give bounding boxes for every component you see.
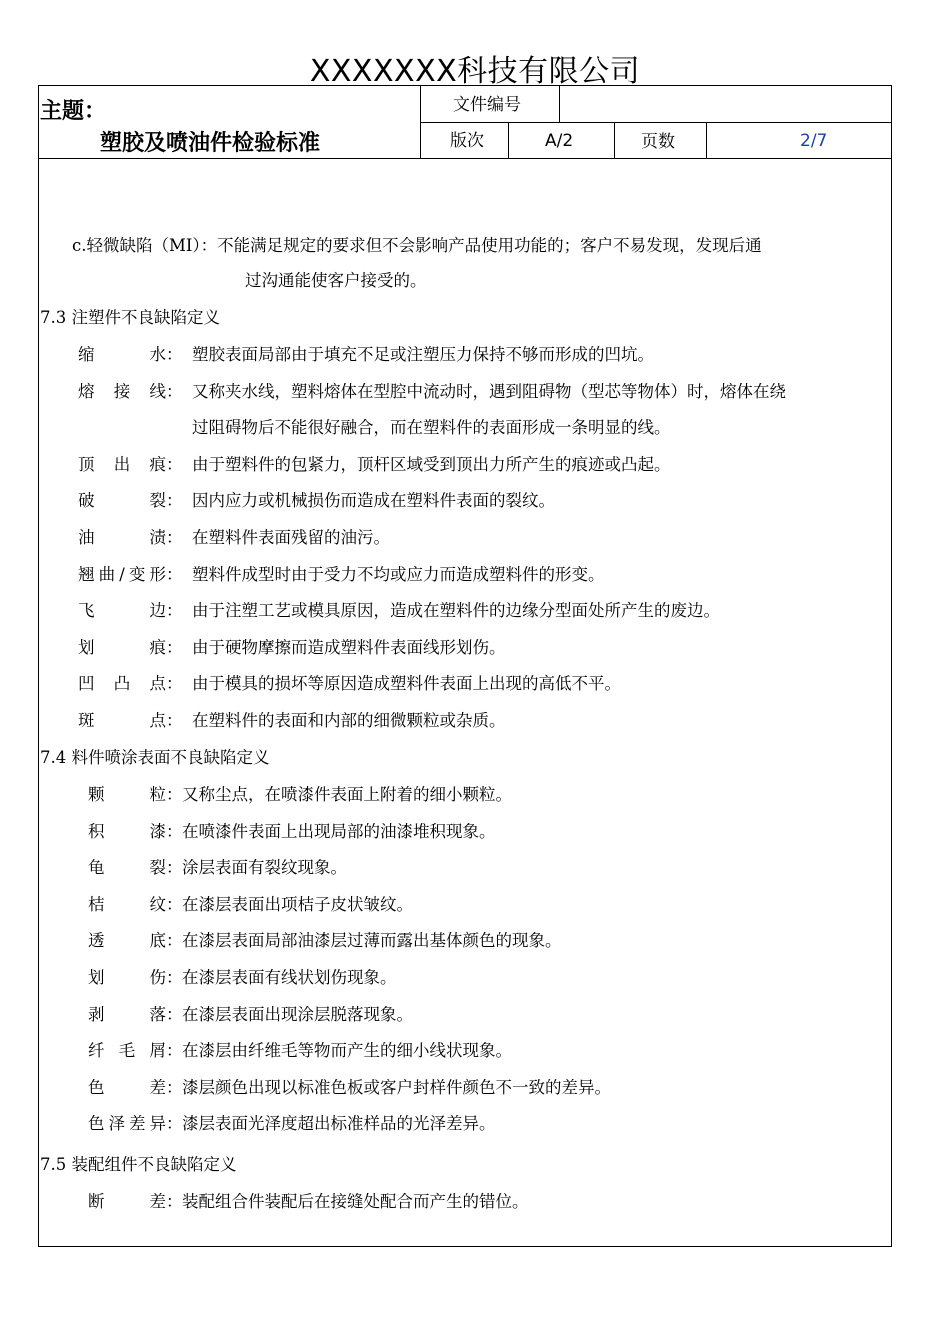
definition-colon: ： — [166, 785, 183, 804]
definition-term: 破裂 — [78, 491, 166, 511]
definition-colon: ： — [166, 821, 183, 841]
definition-term: 色差 — [88, 1077, 166, 1097]
definition-term: 斑点 — [78, 711, 166, 730]
definition-text: 又称夹水线，塑料熔体在型腔中流动时，遇到阻碍物（型芯等物体）时，熔体在绕 — [192, 381, 786, 401]
definition-text: 在漆层表面出现涂层脱落现象。 — [182, 1004, 413, 1024]
version-label: 版次 — [450, 131, 484, 151]
definition-text: 在漆层表面出项桔子皮状皱纹。 — [182, 894, 413, 914]
definition-item — [78, 707, 183, 731]
definition-term: 透底 — [88, 931, 166, 951]
header-divider — [420, 122, 892, 123]
definition-term: 飞边 — [78, 601, 166, 621]
definition-item — [88, 1037, 183, 1061]
definition-colon: ： — [166, 968, 183, 987]
definition-item — [88, 1074, 183, 1098]
definition-term: 凹凸点 — [78, 674, 166, 694]
definition-text: 在漆层表面局部油漆层过薄而露出基体颜色的现象。 — [182, 931, 562, 951]
definition-text: 在塑料件表面残留的油污。 — [192, 528, 390, 547]
definition-item — [88, 927, 183, 951]
definition-term: 色泽差异 — [88, 1114, 166, 1134]
header-col-divider — [614, 122, 615, 159]
definition-text: 在漆层表面有线状划伤现象。 — [182, 968, 397, 987]
definition-colon: ： — [166, 1004, 183, 1024]
definition-item — [88, 891, 183, 915]
mi-item-continuation: 过沟通能使客户接受的。 — [245, 271, 427, 290]
definition-text: 又称尘点，在喷漆件表面上附着的细小颗粒。 — [182, 785, 512, 804]
definition-term: 顶出痕 — [78, 454, 166, 474]
definition-term: 熔接线 — [78, 381, 166, 401]
definition-text: 漆层表面光泽度超出标准样品的光泽差异。 — [182, 1114, 496, 1134]
definition-term: 油渍 — [78, 528, 166, 547]
definition-text: 漆层颜色出现以标准色板或客户封样件颜色不一致的差异。 — [182, 1077, 611, 1097]
definition-colon: ： — [166, 674, 183, 694]
definition-item — [88, 781, 183, 805]
definition-term: 颗粒 — [88, 785, 166, 804]
definition-item — [78, 487, 183, 511]
definition-colon: ： — [166, 528, 183, 547]
definition-item — [78, 341, 183, 365]
definition-term: 纤毛屑 — [88, 1041, 166, 1061]
definition-text: 涂层表面有裂纹现象。 — [182, 858, 347, 878]
definition-item — [78, 561, 183, 585]
definition-colon: ： — [166, 381, 183, 401]
definition-colon: ： — [166, 894, 183, 914]
definition-text: 塑料件成型时由于受力不均或应力而造成塑料件的形变。 — [192, 564, 605, 584]
definition-text: 由于塑料件的包紧力，顶杆区域受到顶出力所产生的痕迹或凸起。 — [192, 454, 671, 474]
section-heading-7-3: 7.3 注塑件不良缺陷定义 — [40, 308, 220, 327]
definition-term: 翘曲/变形 — [78, 564, 166, 584]
page-count-value: 2/7 — [800, 131, 828, 151]
definition-item — [78, 597, 183, 621]
definition-text: 由于硬物摩擦而造成塑料件表面线形划伤。 — [192, 637, 506, 657]
definition-item — [78, 634, 183, 658]
version-value: A/2 — [545, 131, 574, 151]
definition-item — [88, 854, 183, 878]
definition-text: 塑胶表面局部由于填充不足或注塑压力保持不够而形成的凹坑。 — [192, 345, 654, 364]
company-name: XXXXXXX科技有限公司 — [309, 54, 641, 89]
definition-item — [88, 1001, 183, 1025]
header-bottom-border — [38, 158, 892, 159]
definition-item — [78, 378, 183, 402]
definition-colon: ： — [166, 1041, 183, 1061]
definition-item — [88, 818, 183, 842]
definition-text: 装配组合件装配后在接缝处配合而产生的错位。 — [182, 1192, 529, 1211]
definition-colon: ： — [166, 491, 183, 511]
definition-colon: ： — [166, 1192, 183, 1211]
definition-colon: ： — [166, 454, 183, 474]
definition-colon: ： — [166, 931, 183, 951]
definition-text: 由于注塑工艺或模具原因，造成在塑料件的边缘分型面处所产生的废边。 — [192, 601, 720, 621]
definition-text: 在塑料件的表面和内部的细微颗粒或杂质。 — [192, 711, 506, 730]
definition-item — [88, 1188, 183, 1212]
definition-colon: ： — [166, 858, 183, 878]
definition-term: 桔纹 — [88, 894, 166, 914]
section-heading-7-5: 7.5 装配组件不良缺陷定义 — [40, 1155, 237, 1174]
doc-number-label: 文件编号 — [453, 95, 521, 115]
definition-term: 龟裂 — [88, 858, 166, 878]
subject-title: 塑胶及喷油件检验标准 — [100, 131, 321, 156]
definition-term: 剥落 — [88, 1004, 166, 1024]
mi-item-line — [72, 232, 762, 256]
definition-term: 划痕 — [78, 637, 166, 657]
definition-term: 缩水 — [78, 345, 166, 364]
definition-term: 积漆 — [88, 821, 166, 841]
header-col-divider — [706, 122, 707, 159]
definition-item — [88, 964, 183, 988]
definition-colon: ： — [166, 345, 183, 364]
definition-colon: ： — [166, 1114, 183, 1134]
definition-item — [78, 451, 183, 475]
subject-label: 主题： — [40, 99, 107, 124]
definition-text: 因内应力或机械损伤而造成在塑料件表面的裂纹。 — [192, 491, 555, 511]
definition-term: 断差 — [88, 1192, 166, 1211]
header-col-divider — [559, 85, 560, 123]
header-col-divider — [420, 85, 421, 159]
definition-text: 在喷漆件表面上出现局部的油漆堆积现象。 — [182, 821, 496, 841]
section-heading-7-4: 7.4 料件喷涂表面不良缺陷定义 — [40, 748, 270, 767]
mi-item-label: c.轻微缺陷（MI）： — [72, 236, 218, 255]
definition-text-continuation: 过阻碍物后不能很好融合，而在塑料件的表面形成一条明显的线。 — [192, 418, 671, 438]
definition-colon: ： — [166, 711, 183, 730]
definition-colon: ： — [166, 637, 183, 657]
definition-item — [78, 670, 183, 694]
definition-term: 划伤 — [88, 968, 166, 987]
definition-item — [88, 1110, 183, 1134]
header-col-divider — [508, 122, 509, 159]
definition-colon: ： — [166, 601, 183, 621]
page-count-label: 页数 — [641, 132, 675, 152]
mi-item-text: 不能满足规定的要求但不会影响产品使用功能的；客户不易发现，发现后通 — [217, 236, 762, 255]
document-frame — [38, 85, 892, 1247]
definition-colon: ： — [166, 564, 183, 584]
definition-text: 在漆层由纤维毛等物而产生的细小线状现象。 — [182, 1041, 512, 1061]
definition-colon: ： — [166, 1077, 183, 1097]
definition-item — [78, 524, 183, 548]
definition-text: 由于模具的损坏等原因造成塑料件表面上出现的高低不平。 — [192, 674, 621, 694]
